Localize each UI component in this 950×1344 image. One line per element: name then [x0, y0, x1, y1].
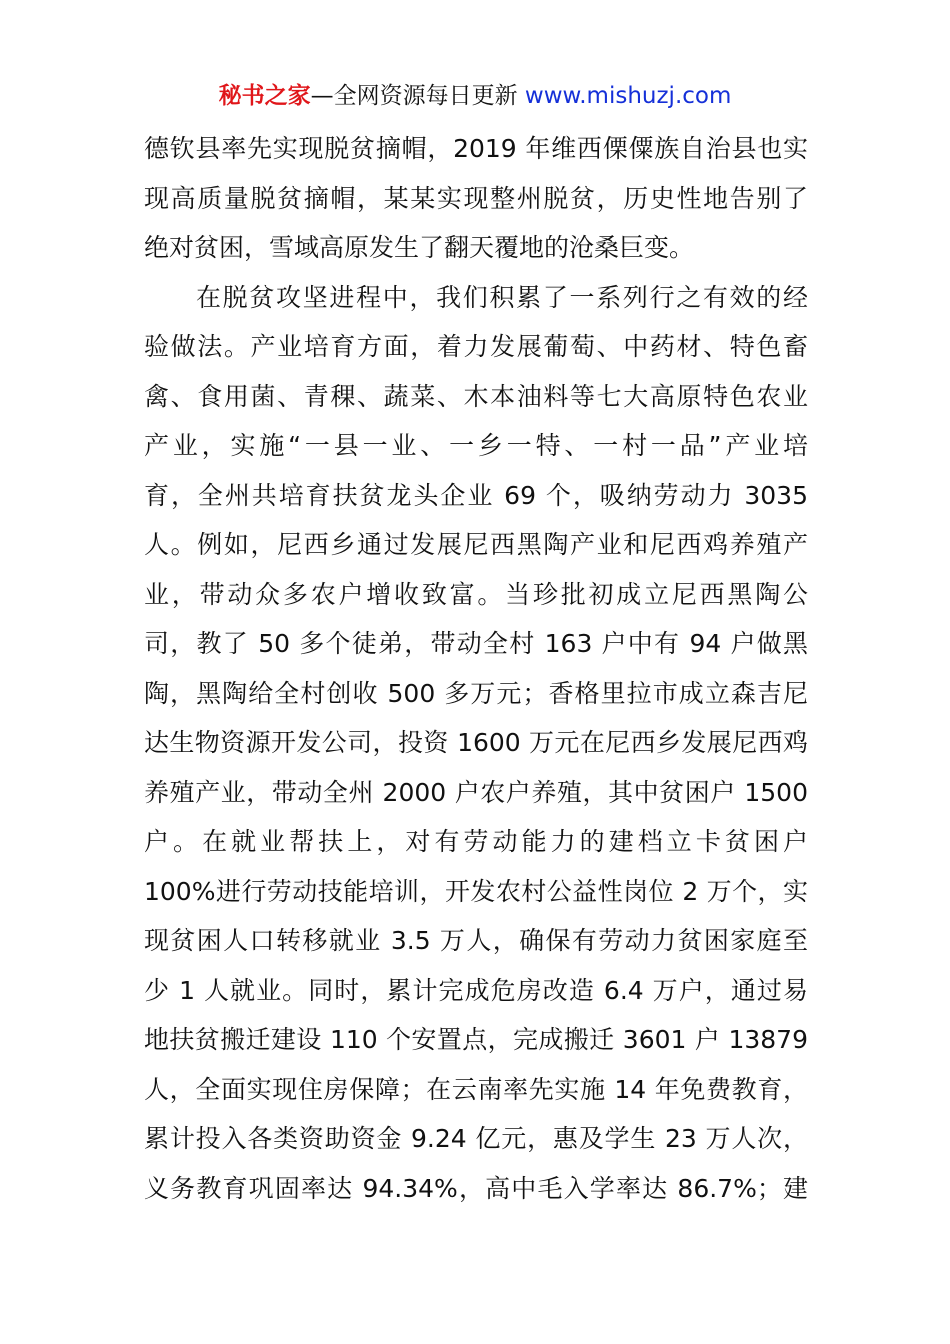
- text-line: 业，带动众多农户增收致富。当珍批初成立尼西黑陶公: [144, 579, 808, 609]
- text-line: 少 1 人就业。同时，累计完成危房改造 6.4 万户，通过易: [144, 975, 808, 1005]
- site-url[interactable]: www.mishuzj.com: [524, 83, 732, 109]
- text-line: 产业，实施“一县一业、一乡一特、一村一品”产业培: [144, 431, 808, 460]
- text-line: 育，全州共培育扶贫龙头企业 69 个，吸纳劳动力 3035: [144, 480, 808, 510]
- page-header: [0, 80, 950, 112]
- document-body: [144, 124, 808, 1213]
- text-line: 达生物资源开发公司，投资 1600 万元在尼西乡发展尼西鸡: [144, 728, 808, 757]
- text-line: 100%进行劳动技能培训，开发农村公益性岗位 2 万个，实: [144, 876, 808, 906]
- text-line: 陶，黑陶给全村创收 500 多万元；香格里拉市成立森吉尼: [144, 678, 808, 708]
- text-line: 德钦县率先实现脱贫摘帽，2019 年维西傈僳族自治县也实: [144, 134, 808, 163]
- site-tagline: —全网资源每日更新: [310, 83, 525, 109]
- text-line: 司，教了 50 多个徒弟，带动全村 163 户中有 94 户做黑: [144, 629, 808, 658]
- text-line: 现贫困人口转移就业 3.5 万人，确保有劳动力贫困家庭至: [144, 926, 808, 955]
- site-brand: 秘书之家: [218, 83, 311, 109]
- text-line: 义务教育巩固率达 94.34%，高中毛入学率达 86.7%；建: [144, 1173, 808, 1203]
- text-line: 累计投入各类资助资金 9.24 亿元，惠及学生 23 万人次，: [144, 1124, 808, 1153]
- text-line: 现高质量脱贫摘帽，某某实现整州脱贫，历史性地告别了: [144, 183, 808, 213]
- text-line: 人，全面实现住房保障；在云南率先实施 14 年免费教育，: [144, 1074, 808, 1104]
- text-line: 养殖产业，带动全州 2000 户农户养殖，其中贫困户 1500: [144, 777, 808, 807]
- text-line: 地扶贫搬迁建设 110 个安置点，完成搬迁 3601 户 13879: [144, 1025, 808, 1054]
- text-line: 户。在就业帮扶上，对有劳动能力的建档立卡贫困户: [144, 827, 808, 856]
- text-line: 人。例如，尼西乡通过发展尼西黑陶产业和尼西鸡养殖产: [144, 530, 808, 559]
- text-line: 绝对贫困，雪域高原发生了翻天覆地的沧桑巨变。: [144, 233, 695, 262]
- text-line: 禽、食用菌、青稞、蔬菜、木本油料等七大高原特色农业: [144, 381, 808, 411]
- text-line: 验做法。产业培育方面，着力发展葡萄、中药材、特色畜: [144, 332, 808, 361]
- paragraph-first-line: 在脱贫攻坚进程中，我们积累了一系列行之有效的经: [196, 282, 808, 312]
